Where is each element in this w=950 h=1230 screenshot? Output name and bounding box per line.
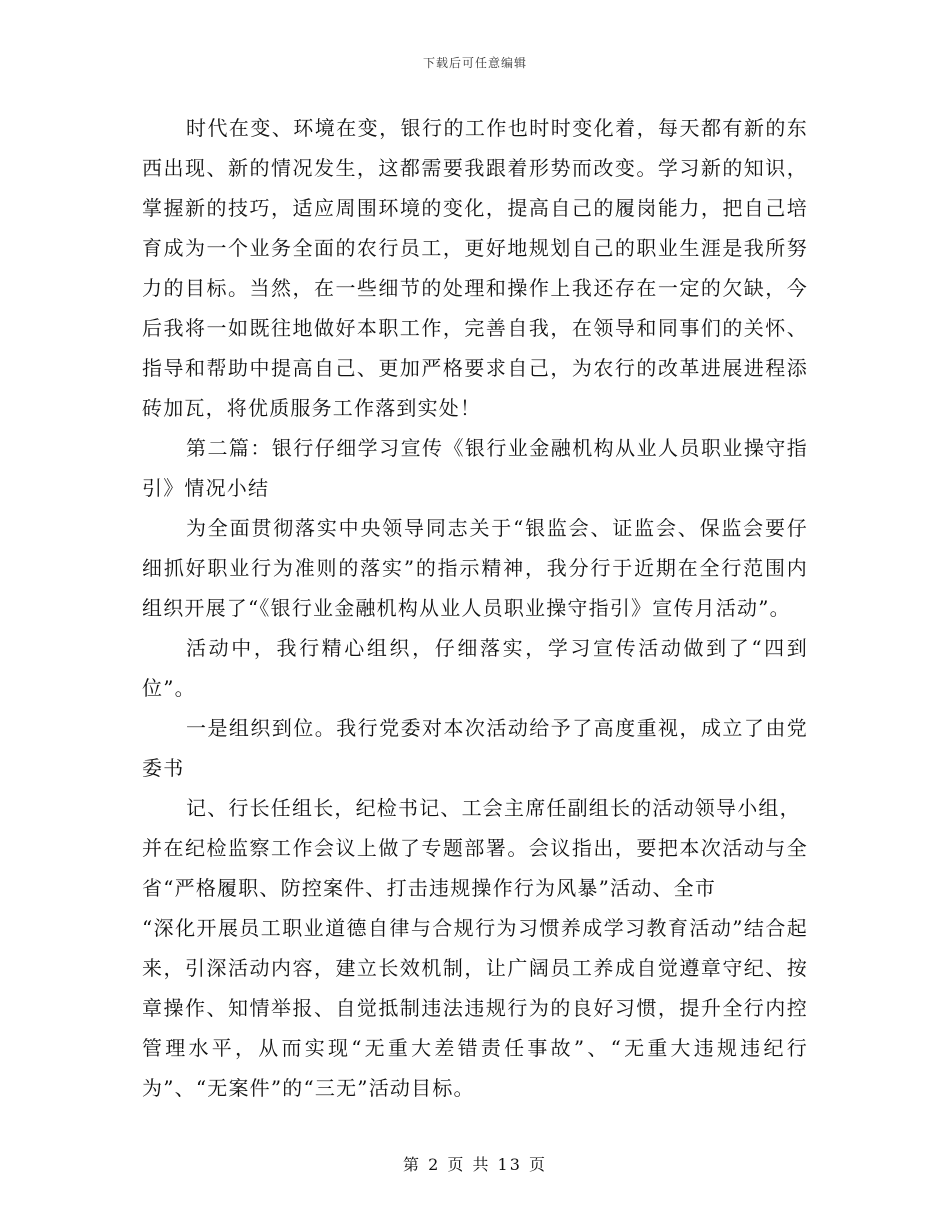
paragraph-leadership: 记、行长任组长，纪检书记、工会主席任副组长的活动领导小组， xyxy=(186,796,801,820)
paragraph-meeting: 并在纪检监察工作会议上做了专题部署。会议指出，要把本次活动与全省“严格履职、防控案件、打击违规操作行为风暴”活动、全市 xyxy=(142,836,808,900)
paragraph-closing-summary: 时代在变、环境在变，银行的工作也时时变化着，每天都有新的东西出现、新的情况发生，这都需要我跟着形势而改变。学习新的知识，掌握新的技巧，适应周围环境的变化，提高自己的履岗能力，把自己培育成为一个业务全面的农行员工，更好地规划自己的职业生涯是我所努力的目标。当然，在一些细节的处理和操作上我还存在一定的欠缺，今后我将一如既往地做好本职工作，完善自我，在领导和同事们的关怀、指导和帮助中提高自己、更加严格要求自己，为农行的改革进展进程添砖加瓦，将优质服务工作落到实处！ xyxy=(142,116,808,420)
section-title-second-article: 第二篇：银行仔细学习宣传《银行业金融机构从业人员职业操守指引》情况小结 xyxy=(142,436,808,500)
paragraph-activity: 活动中，我行精心组织，仔细落实，学习宣传活动做到了“四到位”。 xyxy=(142,636,808,700)
page-number: 第 2 页 共 13 页 xyxy=(403,1155,547,1174)
paragraph-goals: “深化开展员工职业道德自律与合规行为习惯养成学习教育活动”结合起来，引深活动内容，建立长效机制，让广阔员工养成自觉遵章守纪、按章操作、知情举报、自觉抵制违法违规行为的良好习惯，提升全行内控管理水平，从而实现“无重大差错责任事故”、“无重大违规违纪行为”、“无案件”的“三无”活动目标。 xyxy=(142,916,808,1100)
document-body xyxy=(142,108,808,1108)
paragraph-intro: 为全面贯彻落实中央领导同志关于“银监会、证监会、保监会要仔细抓好职业行为准则的落实”的指示精神，我分行于近期在全行范围内组织开展了“《银行业金融机构从业人员职业操守指引》宣传月活动”。 xyxy=(142,516,808,620)
page-header: 下载后可任意编辑 xyxy=(422,56,527,70)
paragraph-organization: 一是组织到位。我行党委对本次活动给予了高度重视，成立了由党委书 xyxy=(142,716,808,780)
